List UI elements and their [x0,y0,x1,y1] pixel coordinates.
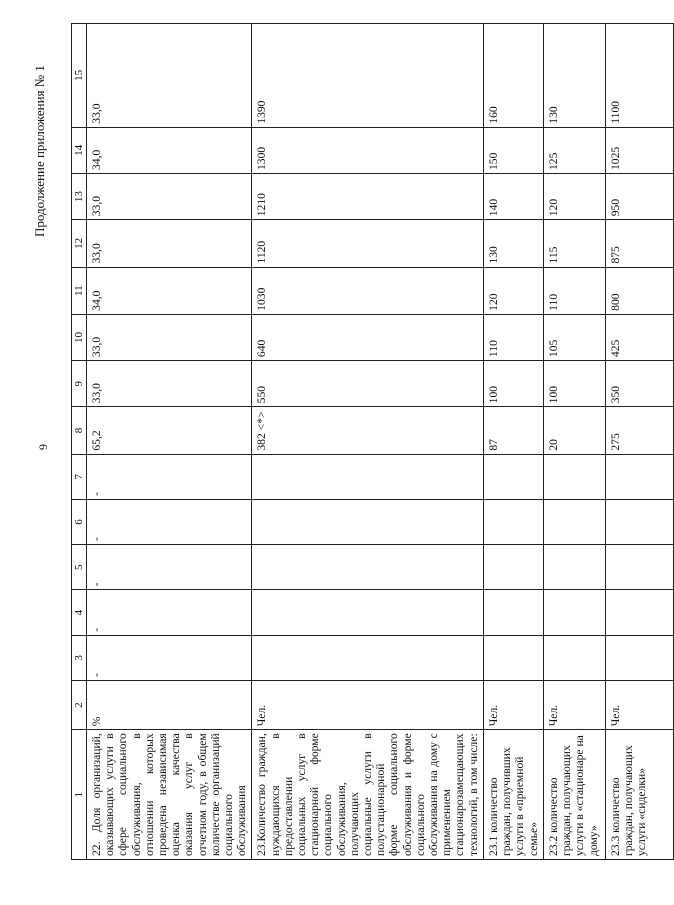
column-number: 4 [72,590,87,635]
column-number: 12 [72,220,87,267]
value-cell [483,590,543,635]
value-cell [605,454,673,499]
column-number: 14 [72,127,87,173]
value-cell: 1100 [605,24,673,128]
value-cell: 425 [605,314,673,360]
unit-cell: % [87,680,252,729]
value-cell: 110 [543,267,605,314]
value-cell: 33,0 [87,24,252,128]
column-number: 9 [72,361,87,407]
value-cell: 130 [543,24,605,128]
column-number: 11 [72,267,87,314]
value-cell: 20 [543,407,605,454]
table-row [87,24,252,860]
value-cell: 382 <*> [252,407,483,454]
value-cell [252,590,483,635]
value-cell [483,499,543,544]
value-cell [543,499,605,544]
value-cell [543,454,605,499]
value-cell: 875 [605,220,673,267]
table-row [605,24,673,860]
value-cell: 140 [483,173,543,219]
value-cell: 1390 [252,24,483,128]
value-cell: - [87,590,252,635]
value-cell: 275 [605,407,673,454]
value-cell [605,499,673,544]
value-cell: 33,0 [87,173,252,219]
value-cell: 550 [252,361,483,407]
value-cell [252,454,483,499]
value-cell [483,635,543,680]
value-cell: 115 [543,220,605,267]
value-cell: 1030 [252,267,483,314]
value-cell: 150 [483,127,543,173]
value-cell: 1120 [252,220,483,267]
indicators-table [71,23,674,860]
unit-cell: Чел. [252,680,483,729]
column-number: 13 [72,173,87,219]
indicator-cell: 23.Количество граждан, нуждающихся в предоставлении социальных услуг в стационарной форме социального обслуживания, получающих социальные услуги в полустационарной форме социального обслуживания и форме социального обслуживания на дому с применением стационарозамещающих технологий, в том числе: [252,730,483,860]
value-cell [605,545,673,590]
value-cell: 160 [483,24,543,128]
value-cell: - [87,635,252,680]
column-number: 15 [72,24,87,128]
value-cell: 105 [543,314,605,360]
value-cell: 33,0 [87,220,252,267]
value-cell: 100 [543,361,605,407]
value-cell [252,499,483,544]
column-number: 2 [72,680,87,729]
table-row [252,24,483,860]
value-cell: 120 [543,173,605,219]
value-cell [543,635,605,680]
unit-cell: Чел. [543,680,605,729]
appendix-continuation-title: Продолжение приложения № 1 [32,65,47,237]
value-cell: 950 [605,173,673,219]
unit-cell: Чел. [483,680,543,729]
value-cell: 87 [483,407,543,454]
value-cell [605,635,673,680]
column-number: 1 [72,730,87,860]
value-cell: 350 [605,361,673,407]
page-number: 9 [36,444,50,450]
value-cell [543,590,605,635]
unit-cell: Чел. [605,680,673,729]
value-cell [543,545,605,590]
indicator-cell: 23.3 количество граждан, получающих услуги «сиделки» [605,730,673,860]
column-number: 10 [72,314,87,360]
value-cell: 1025 [605,127,673,173]
indicator-cell: 22. Доля организаций, оказывающих услуги в сфере социального обслуживания, в отношении которых проведена независимая оценка качества оказания услуг в отчетном году, в общем количестве организаций социального обслуживания [87,730,252,860]
value-cell [605,590,673,635]
value-cell: 34,0 [87,127,252,173]
value-cell: 65,2 [87,407,252,454]
value-cell: 1300 [252,127,483,173]
value-cell: 100 [483,361,543,407]
value-cell: - [87,499,252,544]
value-cell: 120 [483,267,543,314]
value-cell: - [87,545,252,590]
table-row [543,24,605,860]
value-cell [252,545,483,590]
value-cell: 125 [543,127,605,173]
value-cell: 33,0 [87,314,252,360]
column-number: 8 [72,407,87,454]
table-row [483,24,543,860]
column-number: 7 [72,454,87,499]
value-cell [483,545,543,590]
value-cell: 130 [483,220,543,267]
value-cell: - [87,454,252,499]
column-number: 5 [72,545,87,590]
column-number: 3 [72,635,87,680]
value-cell: 1210 [252,173,483,219]
value-cell: 800 [605,267,673,314]
value-cell: 33,0 [87,361,252,407]
indicator-cell: 23.1 количество граждан, получивших услуги в «приемной семье» [483,730,543,860]
value-cell [252,635,483,680]
value-cell: 110 [483,314,543,360]
indicator-cell: 23.2 количество граждан, получающих услуги в «стационаре на дому» [543,730,605,860]
value-cell [483,454,543,499]
value-cell: 34,0 [87,267,252,314]
value-cell: 640 [252,314,483,360]
column-number: 6 [72,499,87,544]
column-number-row [72,24,87,860]
